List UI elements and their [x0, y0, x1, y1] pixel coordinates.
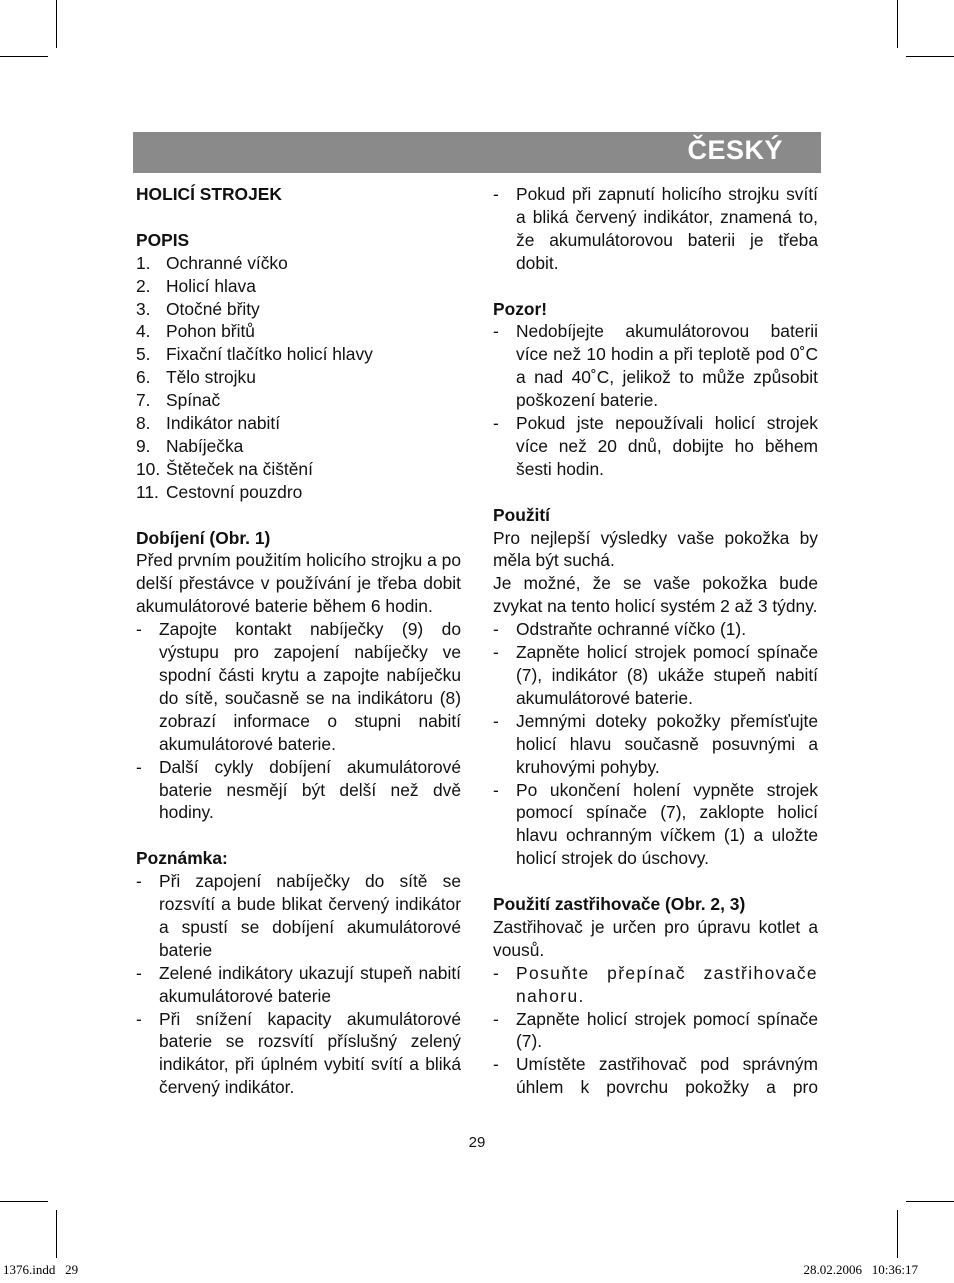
- product-title: HOLICÍ STROJEK: [136, 184, 282, 204]
- crop-mark-top-right-vertical: [897, 0, 898, 48]
- list-item: - Při snížení kapacity akumulátorové baterie se rozsvítí příslušný zelený indikátor, při úplném vybití svítí a bliká červený indikátor.: [136, 1008, 461, 1098]
- list-item: 10. Štěteček na čištění: [136, 458, 313, 479]
- list-item: 4. Pohon břitů: [136, 321, 255, 342]
- crop-mark-bottom-right-vertical: [897, 1210, 898, 1258]
- trimmer-intro: Zastřihovač je určen pro úpravu kotlet a vousů.: [493, 916, 818, 960]
- list-item: 3. Otočné břity: [136, 298, 260, 319]
- list-item: - Při zapojení nabíječky do sítě se rozsvítí a bude blikat červený indikátor a spustí se dobíjení akumulátorové baterie: [136, 871, 461, 960]
- crop-mark-top-left-vertical: [56, 0, 57, 48]
- page-number: 29: [468, 1134, 486, 1151]
- list-item: 5. Fixační tlačítko holicí hlavy: [136, 344, 373, 365]
- crop-mark-bottom-right-horizontal: [906, 1201, 954, 1202]
- date-slug: 28.02.2006 10:36:17: [803, 1262, 918, 1277]
- list-item: 1. Ochranné víčko: [136, 252, 288, 273]
- list-item: - Po ukončení holení vypněte strojek pomocí spínače (7), zaklopte holicí hlavu ochranným víčkem (1) a uložte holicí strojek do úschovy.: [493, 779, 818, 869]
- parts-list: [136, 252, 461, 504]
- list-item: - Zapněte holicí strojek pomocí spínače (7).: [493, 1008, 818, 1052]
- list-item: - Pokud jste nepoužívali holicí strojek více než 20 dnů, dobijte ho během šesti hodin.: [493, 413, 818, 479]
- right-column: [493, 183, 818, 1099]
- list-item: - Odstraňte ochranné víčko (1).: [493, 619, 747, 640]
- list-item: - Pokud při zapnutí holicího strojku svítí a bliká červený indikátor, znamená to, že akumulátorovou baterii je třeba dobit.: [493, 184, 818, 273]
- list-item: 6. Tělo strojku: [136, 367, 256, 388]
- list-item: - Zapojte kontakt nabíječky (9) do výstupu pro zapojení nabíječky ve spodní části krytu a zapojte nabíječku do sítě, současně se na indikátoru (8) zobrazí informace o stupni nabití akumulátorové baterie.: [136, 619, 461, 754]
- charging-heading: Dobíjení (Obr. 1): [136, 527, 271, 548]
- list-item: 2. Holicí hlava: [136, 275, 256, 296]
- language-banner: [133, 132, 821, 173]
- description-heading: POPIS: [136, 229, 190, 250]
- list-item: - Další cykly dobíjení akumulátorové baterie nesmějí být delší než dvě hodiny.: [136, 756, 461, 823]
- left-column: [136, 183, 461, 1099]
- list-item: 8. Indikátor nabití: [136, 413, 281, 434]
- list-item: - Zelené indikátory ukazují stupeň nabití akumulátorové baterie: [136, 962, 461, 1006]
- list-item: 7. Spínač: [136, 390, 221, 411]
- usage-heading: Použití: [493, 504, 550, 525]
- list-item: 11. Cestovní pouzdro: [136, 481, 303, 502]
- file-slug: 1376.indd 29: [3, 1262, 79, 1277]
- usage-paragraph: Je možné, že se vaše pokožka bude zvykat na tento holicí systém 2 až 3 týdny.: [493, 573, 818, 617]
- crop-mark-bottom-left-vertical: [56, 1210, 57, 1258]
- crop-mark-bottom-left-horizontal: [0, 1201, 48, 1202]
- list-item: 9. Nabíječka: [136, 435, 244, 456]
- list-item: - Jemnými doteky pokožky přemísťujte holicí hlavu současně posuvnými a kruhovými pohyby.: [493, 710, 818, 777]
- caution-heading: Pozor!: [493, 298, 548, 319]
- list-item: - Zapněte holicí strojek pomocí spínače (7), indikátor (8) ukáže stupeň nabití akumulátorové baterie.: [493, 642, 818, 708]
- list-item: - Posuňte přepínač zastřihovače nahoru.: [493, 962, 818, 1006]
- trimmer-heading: Použití zastřihovače (Obr. 2, 3): [493, 894, 746, 915]
- charging-intro: Před prvním použitím holicího strojku a po delší přestávce v používání je třeba dobit akumulátorové baterie během 6 hodin.: [136, 550, 461, 617]
- usage-paragraph: Pro nejlepší výsledky vaše pokožka by měla být suchá.: [493, 527, 818, 571]
- note-heading: Poznámka:: [136, 848, 228, 869]
- list-item: - Nedobíjejte akumulátorovou baterii více než 10 hodin a při teplotě pod 0˚C a nad 40˚C, jelikož to může způsobit poškození baterie.: [493, 321, 818, 411]
- crop-mark-top-right-horizontal: [906, 56, 954, 57]
- crop-mark-top-left-horizontal: [0, 56, 48, 57]
- list-item: - Umístěte zastřihovač pod správným úhlem k povrchu pokožky a pro: [493, 1054, 818, 1098]
- language-title: ČESKÝ: [687, 135, 783, 165]
